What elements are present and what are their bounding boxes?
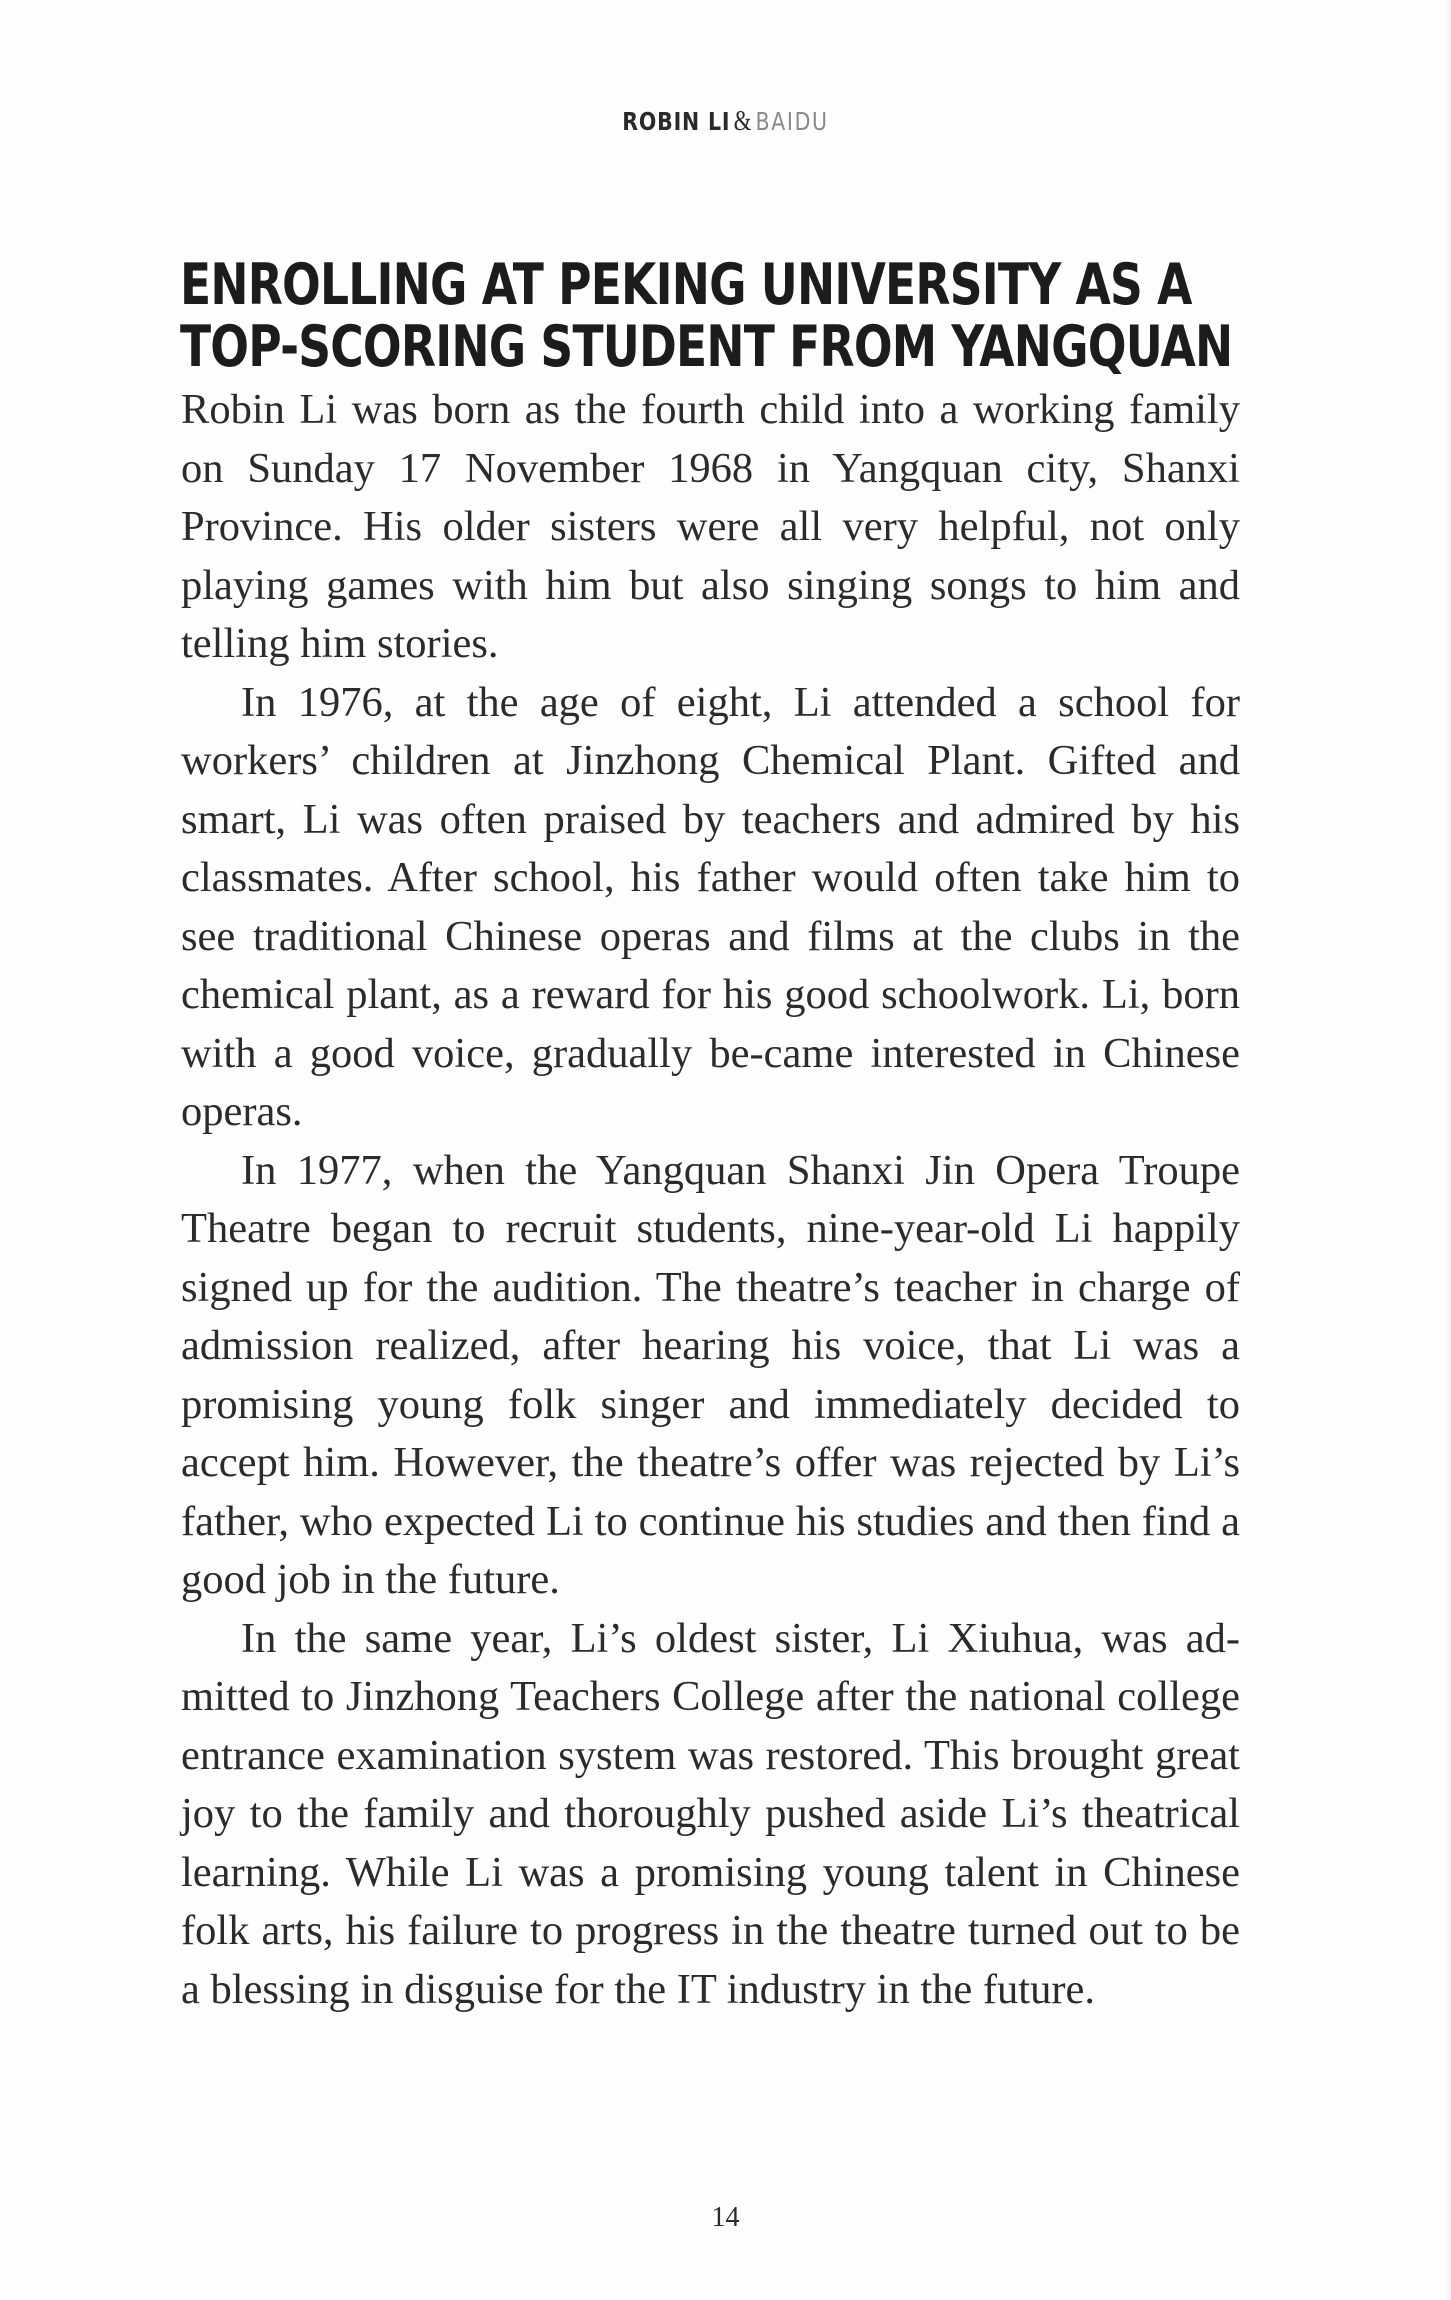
chapter-title — [180, 252, 1233, 380]
body-text — [181, 381, 1240, 2019]
page-number: 14 — [711, 2202, 740, 2233]
header-author: ROBIN LI — [622, 107, 731, 136]
paragraph-2: In 1976, at the age of eight, Li attended a school for workers’ children at Jinzhong Chemical Plant. Gifted and smart, Li was often praised by teachers and admired by his classmates. After school, his father would often take him to see traditional Chinese operas and films at the clubs in the chemical plant, as a reward for his good schoolwork. Li, born with a good voice, gradually be-came interested in Chinese operas. — [181, 678, 1240, 1135]
paragraph-1: Robin Li was born as the fourth child into a working family on Sunday 17 November 1968 in Yangquan city, Shanxi Province. His older sisters were all very helpful, not only playing games with him but also singing songs to him and telling him stories. — [181, 386, 1240, 667]
header-brand: BAIDU — [755, 107, 829, 136]
scan-edge-shadow — [1445, 0, 1451, 2300]
paragraph-3: In 1977, when the Yangquan Shanxi Jin Opera Troupe Theatre began to recruit students, nine-year-old Li happily signed up for the audition. The theatre’s teacher in charge of admission realized, after hearing his voice, that Li was a promising young folk singer and immediately decided to accept him. However, the theatre’s offer was rejected by Li’s father, who expected Li to continue his studies and then find a good job in the future. — [181, 1146, 1240, 1603]
header-ampersand: & — [733, 106, 753, 137]
chapter-title-line-2: TOP-SCORING STUDENT FROM YANGQUAN — [180, 314, 1233, 380]
chapter-title-line-1: ENROLLING AT PEKING UNIVERSITY AS A — [180, 252, 1192, 318]
paragraph-4: In the same year, Li’s oldest sister, Li Xiuhua, was ad-mitted to Jinzhong Teachers College after the national college entrance examination system was restored. This brought great joy to the family and thoroughly pushed aside Li’s theatrical learning. While Li was a promising young talent in Chinese folk arts, his failure to progress in the theatre turned out to be a blessing in disguise for the IT industry in the future. — [181, 1614, 1240, 2013]
running-header — [131, 106, 1321, 138]
